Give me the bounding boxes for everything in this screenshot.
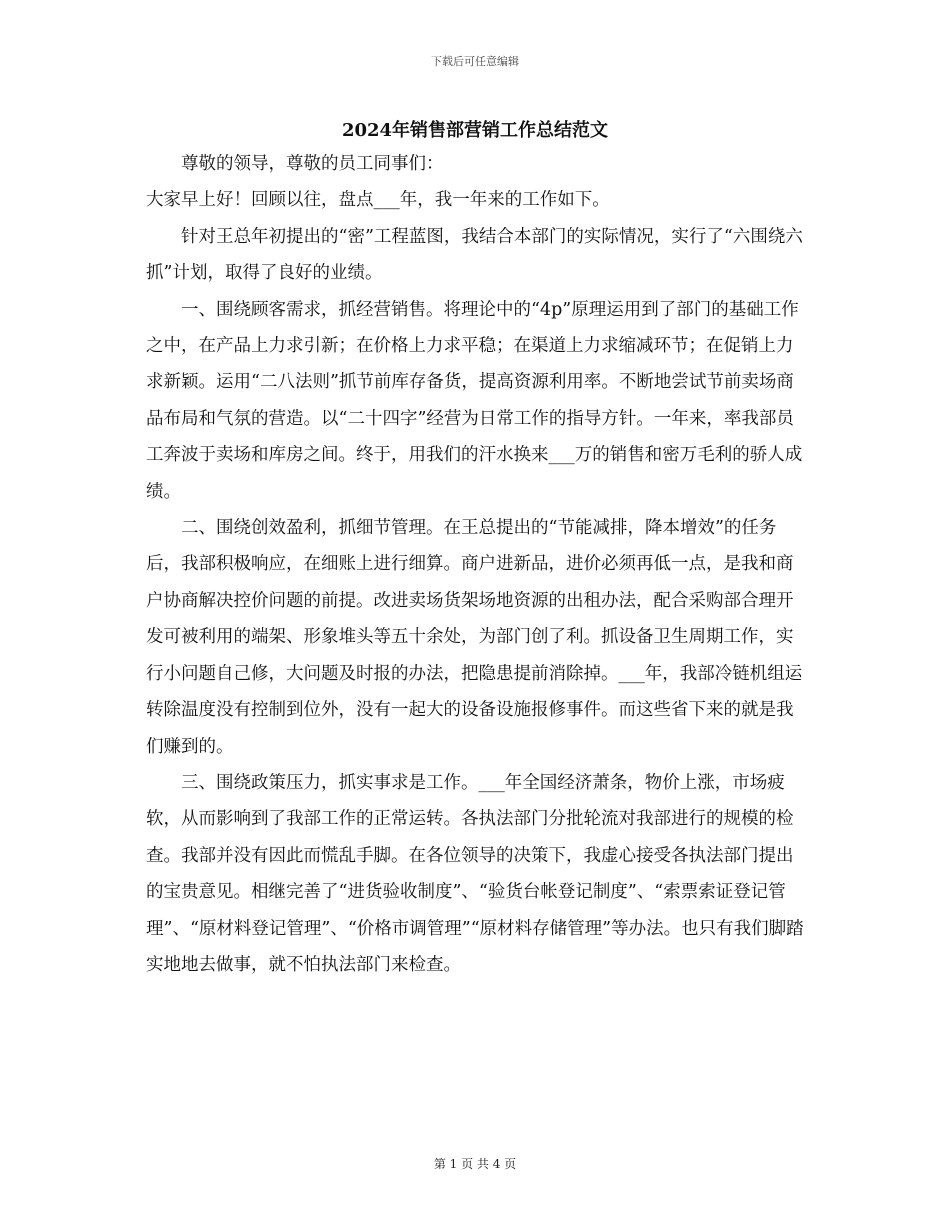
section-two-paragraph: 二、围绕创效盈利，抓细节管理。在王总提出的“节能减排，降本增效”的任务后，我部积极响应，在细账上进行细算。商户进新品，进价必须再低一点，是我和商户协商解决控价问题的前提。改进卖场货架场地资源的出租办法，配合采购部合理开发可被利用的端架、形象堆头等五十余处，为部门创了利。抓设备卫生周期工作，实行小问题自己修，大问题及时报的办法，把隐患提前消除掉。___年，我部冷链机组运转除温度没有控制到位外，没有一起大的设备设施报修事件。而这些省下来的就是我们赚到的。 [146, 518, 803, 757]
section-one-paragraph: 一、围绕顾客需求，抓经营销售。将理论中的“4p”原理运用到了部门的基础工作之中，在产品上力求引新；在价格上力求平稳；在渠道上力求缩减环节；在促销上力求新颖。运用“二八法则”抓节前库存备货，提高资源利用率。不断地尝试节前卖场商品布局和气氛的营造。以“二十四字”经营为日常工作的指导方针。一年来，率我部员工奔波于卖场和库房之间。终于，用我们的汗水换来___万的销售和密万毛利的骄人成绩。 [146, 299, 803, 502]
greeting-paragraph: 大家早上好！回顾以往，盘点___年，我一年来的工作如下。 [146, 190, 610, 211]
document-body [146, 146, 808, 983]
page-header: 下载后可任意编辑 [431, 55, 519, 68]
section-three-paragraph: 三、围绕政策压力，抓实事求是工作。___年全国经济萧条，物价上涨，市场疲软，从而影响到了我部工作的正常运转。各执法部门分批轮流对我部进行的规模的检查。我部并没有因此而慌乱手脚。在各位领导的决策下，我虚心接受各执法部门提出的宝贵意见。相继完善了“进货验收制度”、“验货台帐登记制度”、“索票索证登记管理”、“原材料登记管理”、“价格市调管理”“原材料存储管理”等办法。也只有我们脚踏实地地去做事，就不怕执法部门来检查。 [146, 772, 804, 975]
intro-paragraph: 针对王总年初提出的“密”工程蓝图，我结合本部门的实际情况，实行了“六围绕六抓”计划，取得了良好的业绩。 [146, 226, 803, 284]
salutation-paragraph: 尊敬的领导，尊敬的员工同事们： [181, 154, 444, 174]
document-title: 2024年销售部营销工作总结范文 [341, 120, 609, 141]
page-footer: 第 1 页 共 4 页 [433, 1157, 517, 1171]
